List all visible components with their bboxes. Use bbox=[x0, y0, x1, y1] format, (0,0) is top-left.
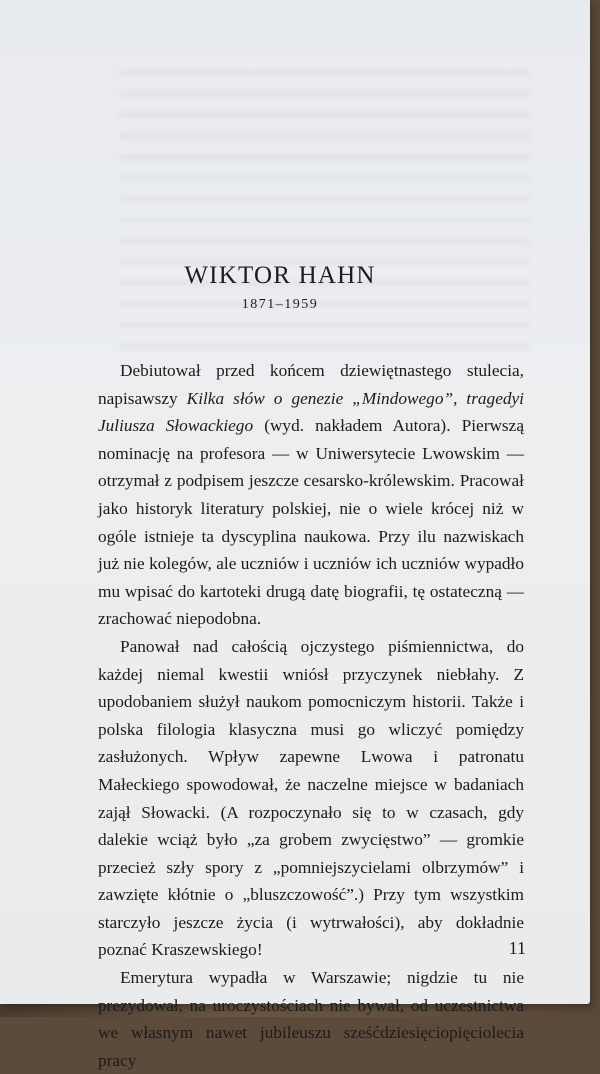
page-number: 11 bbox=[508, 938, 526, 958]
text-run: Debiutował przed końcem dziewiętnastego stulecia, napisawszy bbox=[98, 361, 524, 408]
text-run: (wyd. nakładem Autora). Pierwszą nominację na profesora — w Uniwersytecie Lwowskim — otrzymał z podpisem jeszcze cesarsko-królewskim. Pracował jako historyk literatury polskiej, nie o wiele krócej niż w ogóle istnieje ta dyscyplina naukowa. Przy ilu nazwiskach już nie kolegów, ale uczniów i uczniów ich uczniów wypadło mu wpisać do kartoteki drugą datę biografii, tę ostateczną — zrachować niepodobna. bbox=[98, 416, 524, 629]
paragraph bbox=[98, 633, 524, 964]
chapter-title: WIKTOR HAHN bbox=[184, 262, 376, 289]
body-text bbox=[98, 357, 524, 1074]
show-through-text bbox=[120, 70, 530, 360]
paragraph bbox=[98, 964, 524, 1074]
italic-title-run: Kilka słów o genezie „Mindowego”, tragedyi Juliusza Słowackiego bbox=[98, 388, 524, 436]
text-run: Panował nad całością ojczystego piśmiennictwa, do każdej niemal kwestii wniósł przyczynek niebłahy. Z upodobaniem służył naukom pomocniczym historii. Także i polska filologia klasyczna musi go wliczyć pomiędzy zasłużonych. Wpływ zapewne Lwowa i patronatu Małeckiego spowodował, że naczelne miejsce w badaniach zajął Słowacki. (A rozpoczynało się to w czasach, gdy dalekie wciąż było „za grobem zwycięstwo” — gromkie przecież szły spory z „pomniejszycielami olbrzymów” i zawzięte kłótnie o „bluszczowość”.) Przy tym wszystkim starczyło jeszcze życia (i wytrwałości), aby dokładnie poznać Kraszewskiego! bbox=[98, 636, 524, 960]
life-dates: 1871–1959 bbox=[241, 297, 319, 312]
paragraph bbox=[98, 357, 524, 633]
text-run: Emerytura wypadła w Warszawie; nigdzie tu nie prezydował, na uroczystościach nie bywał, od uczestnictwa we własnym nawet jubileuszu sześćdziesięciopięciolecia pracy bbox=[98, 968, 524, 1070]
